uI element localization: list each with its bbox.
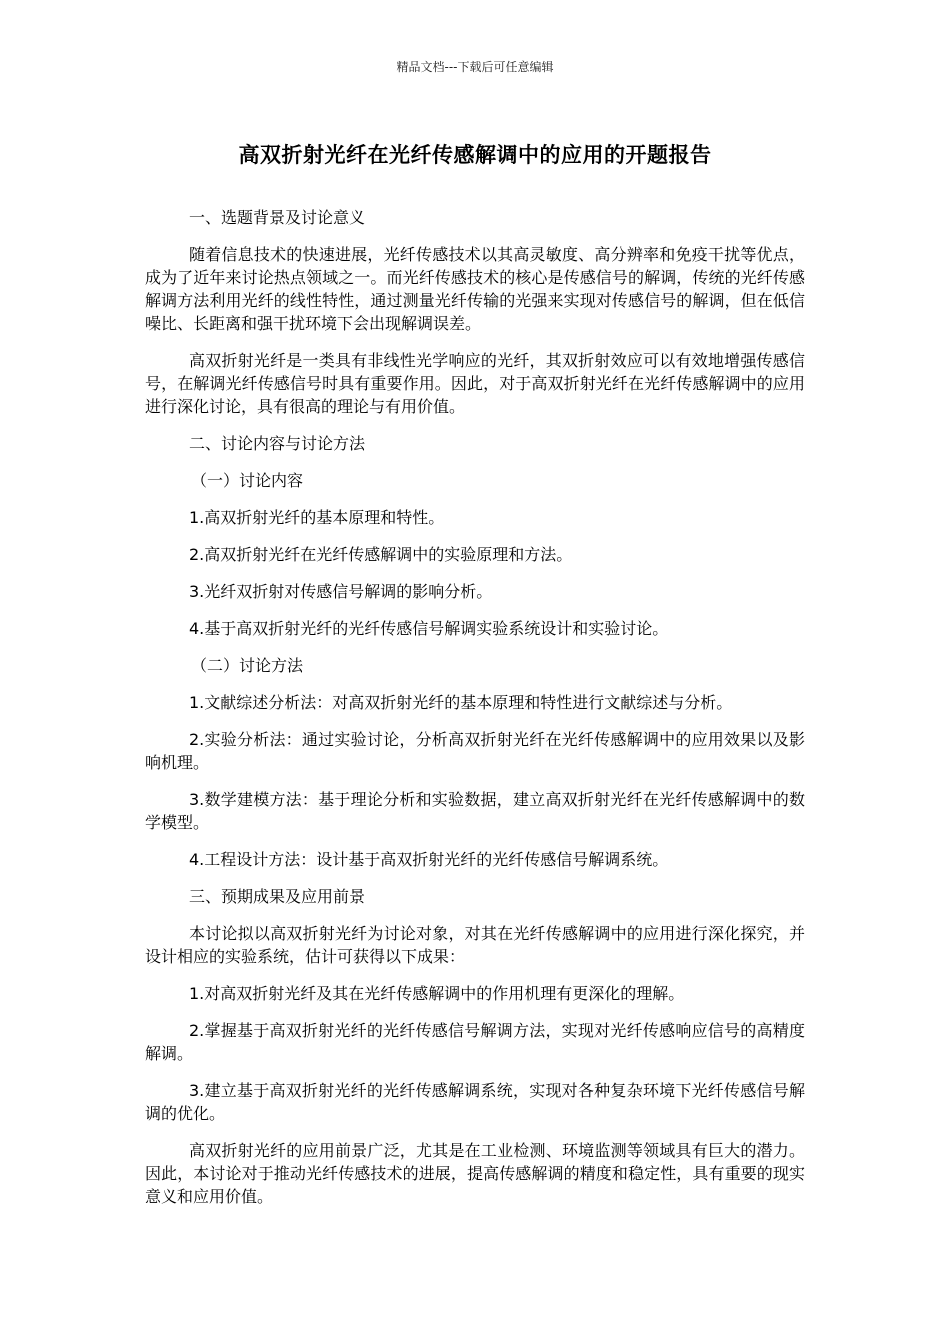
document-title: 高双折射光纤在光纤传感解调中的应用的开题报告 [238,143,712,167]
list-item-content-4: 4.基于高双折射光纤的光纤传感信号解调实验系统设计和实验讨论。 [189,619,669,638]
paragraph-prospects: 高双折射光纤的应用前景广泛，尤其是在工业检测、环境监测等领域具有巨大的潜力。因此，本讨论对于推动光纤传感技术的进展，提高传感解调的精度和稳定性，具有重要的现实意义和应用价值。 [145,1141,805,1206]
list-item-method-1: 1.文献综述分析法：对高双折射光纤的基本原理和特性进行文献综述与分析。 [189,693,733,712]
section-heading-outcomes: 三、预期成果及应用前景 [189,887,366,906]
list-item-method-2: 2.实验分析法：通过实验讨论，分析高双折射光纤在光纤传感解调中的应用效果以及影响机理。 [145,730,805,772]
list-item-method-3: 3.数学建模方法：基于理论分析和实验数据，建立高双折射光纤在光纤传感解调中的数学模型。 [145,790,805,832]
paragraph-background: 随着信息技术的快速进展，光纤传感技术以其高灵敏度、高分辨率和免疫干扰等优点，成为了近年来讨论热点领域之一。而光纤传感技术的核心是传感信号的解调，传统的光纤传感解调方法利用光纤的线性特性，通过测量光纤传输的光强来实现对传感信号的解调，但在低信噪比、长距离和强干扰环境下会出现解调误差。 [145,245,805,333]
paragraph-significance: 高双折射光纤是一类具有非线性光学响应的光纤，其双折射效应可以有效地增强传感信号，在解调光纤传感信号时具有重要作用。因此，对于高双折射光纤在光纤传感解调中的应用进行深化讨论，具有很高的理论与有用价值。 [145,351,805,416]
subheading-content: （一）讨论内容 [191,471,304,490]
paragraph-outcomes-intro: 本讨论拟以高双折射光纤为讨论对象，对其在光纤传感解调中的应用进行深化探究，并设计相应的实验系统，估计可获得以下成果： [145,924,805,966]
page-header-note: 精品文档---下载后可任意编辑 [396,60,554,74]
list-item-outcome-3: 3.建立基于高双折射光纤的光纤传感解调系统，实现对各种复杂环境下光纤传感信号解调的优化。 [145,1081,805,1123]
list-item-content-3: 3.光纤双折射对传感信号解调的影响分析。 [189,582,493,601]
section-heading-background: 一、选题背景及讨论意义 [189,208,366,227]
list-item-content-2: 2.高双折射光纤在光纤传感解调中的实验原理和方法。 [189,545,573,564]
list-item-method-4: 4.工程设计方法：设计基于高双折射光纤的光纤传感信号解调系统。 [189,850,669,869]
list-item-outcome-1: 1.对高双折射光纤及其在光纤传感解调中的作用机理有更深化的理解。 [189,984,685,1003]
subheading-methods: （二）讨论方法 [191,656,304,675]
list-item-content-1: 1.高双折射光纤的基本原理和特性。 [189,508,445,527]
document-body [145,206,805,1222]
section-heading-methods: 二、讨论内容与讨论方法 [189,434,366,453]
list-item-outcome-2: 2.掌握基于高双折射光纤的光纤传感信号解调方法，实现对光纤传感响应信号的高精度解调。 [145,1021,805,1063]
